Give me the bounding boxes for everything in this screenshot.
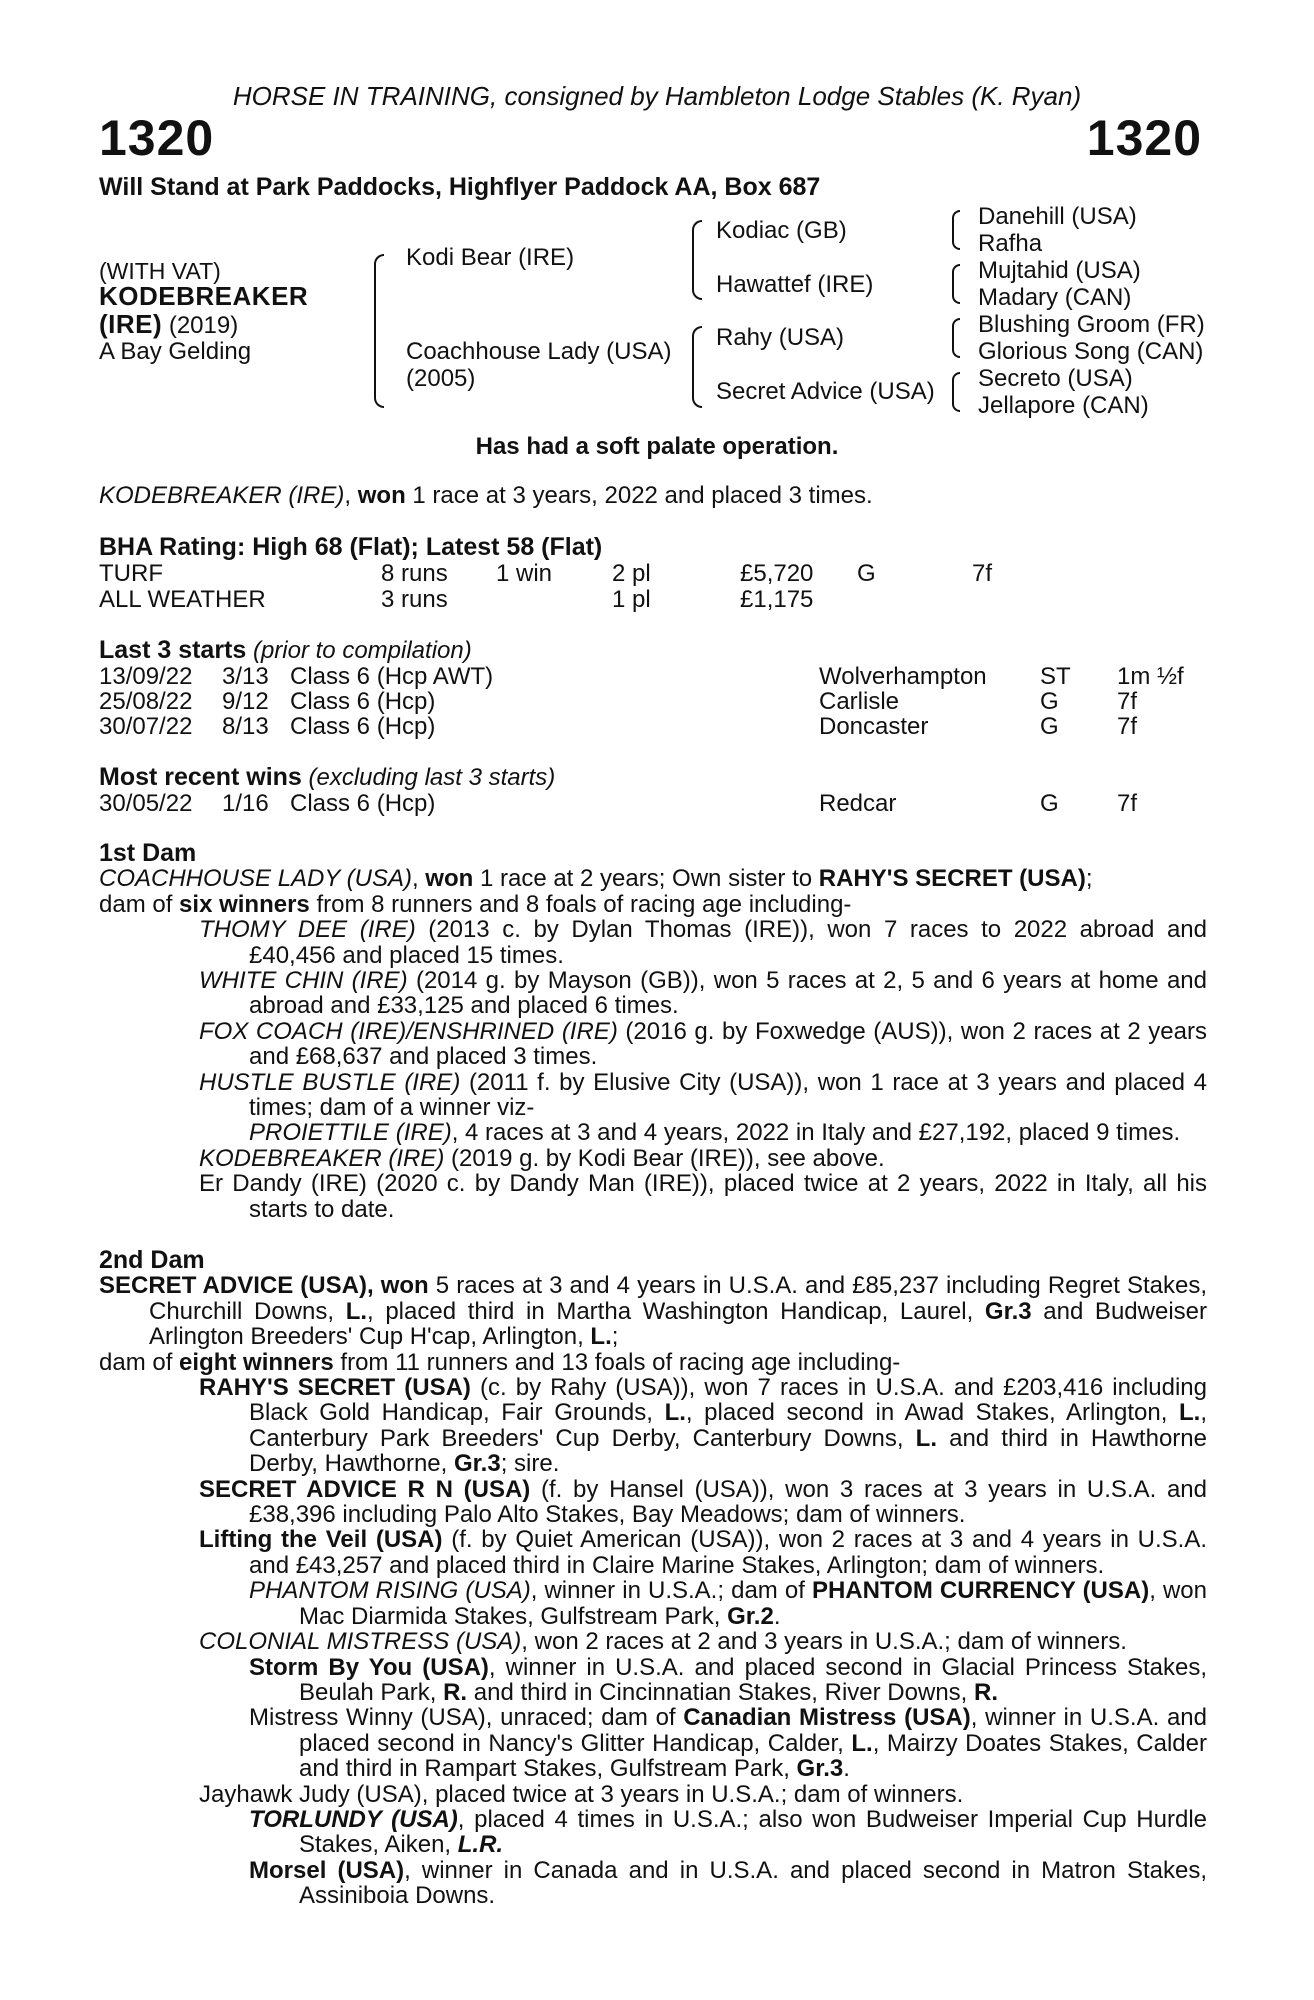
rating-heading: BHA Rating: High 68 (Flat); Latest 58 (Flat)	[99, 533, 603, 561]
text: , won Mac Diarmida Stakes, Gulfstream Park,	[299, 1577, 1208, 1630]
start-distance: 1m ½f	[1117, 663, 1184, 690]
start-distance: 7f	[1117, 688, 1138, 715]
start-position: 9/12	[222, 688, 269, 715]
winners-count: eight winners	[179, 1348, 334, 1376]
pedigree-g3-7: Secreto (USA)	[978, 365, 1133, 392]
progeny-name: PHANTOM CURRENCY (USA)	[811, 1577, 1150, 1605]
progeny-entry	[99, 1477, 1207, 1528]
last-starts-heading	[99, 638, 472, 663]
pedigree-brace-g3-4	[952, 372, 960, 412]
start-race: Class 6 (Hcp)	[290, 688, 436, 715]
grand-progeny-entry	[99, 1858, 1207, 1909]
summary-won: won	[357, 482, 406, 509]
pedigree-g3-2: Rafha	[978, 230, 1043, 257]
grade-label: Gr.2	[727, 1602, 774, 1630]
summary-text: 1 race at 3 years, 2022 and placed 3 times.	[405, 482, 873, 509]
recent-wins-subtitle: (excluding last 3 starts)	[308, 764, 556, 791]
start-race: Class 6 (Hcp)	[290, 713, 436, 740]
progeny-name: Lifting the Veil (USA)	[199, 1526, 443, 1554]
text: ;	[1085, 865, 1093, 893]
recent-wins-heading	[99, 765, 555, 790]
pedigree-dam: Coachhouse Lady (USA)	[406, 338, 672, 365]
text: , placed third in Martha Washington Handicap, Laurel,	[367, 1297, 985, 1325]
grade-label: L.	[1179, 1399, 1201, 1427]
second-dam-record	[99, 1273, 1207, 1349]
start-date: 13/09/22	[99, 663, 193, 690]
pedigree-brace-sire	[692, 220, 702, 300]
grade-label: Gr.3	[984, 1297, 1032, 1325]
winners-count: six winners	[179, 890, 310, 918]
first-dam-section	[99, 841, 1207, 1222]
pedigree-sire: Kodi Bear (IRE)	[406, 244, 575, 271]
text: (c. by Rahy (USA)), won 7 races in U.S.A. and £203,416 including Black Gold Handicap, Fair Grounds,	[249, 1374, 1207, 1427]
text: and Budweiser Arlington Breeders' Cup H'cap, Arlington,	[149, 1297, 1207, 1351]
sibling-name: RAHY'S SECRET (USA)	[818, 865, 1086, 893]
text: , Canterbury Park Breeders' Cup Derby, Canterbury Downs,	[249, 1399, 1207, 1452]
pedigree-g3-8: Jellapore (CAN)	[978, 392, 1149, 419]
text: dam of	[99, 1348, 180, 1376]
progeny-name: FOX COACH (IRE)/ENSHRINED (IRE)	[199, 1017, 618, 1045]
grand-progeny-entry	[99, 1655, 1207, 1706]
pedigree-sire-dam: Hawattef (IRE)	[716, 271, 874, 298]
pedigree-g3-1: Danehill (USA)	[978, 203, 1137, 230]
stand-location: Will Stand at Park Paddocks, Highflyer Paddock AA, Box 687	[99, 173, 821, 201]
text: (f. by Hansel (USA)), won 3 races at 3 years in U.S.A. and £38,396 including Palo Alto Stakes, Bay Meadows; dam of winners.	[249, 1475, 1207, 1529]
win-going: G	[1040, 790, 1059, 817]
pedigree-brace-dam	[692, 326, 702, 408]
progeny-name: THOMY DEE (IRE)	[199, 916, 416, 944]
progeny-name: TORLUNDY (USA)	[249, 1805, 458, 1833]
summary-horse-name: KODEBREAKER (IRE)	[99, 482, 345, 509]
grand-progeny-entry	[99, 1578, 1207, 1629]
pedigree-brace-g3-2	[952, 264, 960, 304]
pedigree-g3-4: Madary (CAN)	[978, 284, 1132, 311]
text: (f. by Quiet American (USA)), won 2 races at 3 and 4 years in U.S.A. and £43,257 and placed third in Claire Marine Stakes, Arlington; dam of winners.	[249, 1526, 1207, 1579]
progeny-name: WHITE CHIN (IRE)	[199, 967, 408, 995]
progeny-entry	[99, 1527, 1207, 1578]
text: ,	[411, 865, 426, 893]
pedigree-brace-g3-3	[952, 318, 960, 358]
rating-runs: 8 runs	[381, 560, 448, 587]
lot-number-left: 1320	[99, 110, 215, 166]
text: Mistress Winny (USA), unraced; dam of	[249, 1704, 684, 1732]
rating-placed: 1 pl	[612, 586, 651, 613]
start-course: Carlisle	[819, 688, 900, 715]
start-distance: 7f	[1117, 713, 1138, 740]
rating-surface: ALL WEATHER	[99, 586, 266, 613]
grand-progeny-entry	[99, 1120, 1207, 1145]
start-date: 30/07/22	[99, 713, 193, 740]
pedigree-g3-6: Glorious Song (CAN)	[978, 338, 1204, 365]
text: 5 races at 3 and 4 years in U.S.A. and £85,237 including Regret Stakes, Churchill Downs,	[149, 1272, 1207, 1325]
grade-label: L.	[345, 1297, 368, 1325]
second-dam-produce-line	[99, 1350, 1207, 1375]
text: and third in Hawthorne Derby, Hawthorne,	[249, 1424, 1207, 1478]
pedigree-brace-main	[374, 254, 384, 408]
pedigree-g3-5: Blushing Groom (FR)	[978, 311, 1205, 338]
start-course: Doncaster	[819, 713, 929, 740]
text: .	[773, 1602, 781, 1630]
vat-note: (WITH VAT)	[99, 258, 221, 284]
text: and third in Cincinnatian Stakes, River Downs,	[467, 1678, 974, 1706]
win-race: Class 6 (Hcp)	[290, 790, 436, 817]
pedigree-dam-dam: Secret Advice (USA)	[716, 378, 935, 405]
progeny-entry	[99, 968, 1207, 1019]
win-distance: 7f	[1117, 790, 1138, 817]
lot-number-right: 1320	[1086, 110, 1202, 166]
horse-name: KODEBREAKER	[99, 281, 309, 311]
pedigree-dam-year: (2005)	[406, 365, 476, 392]
win-course: Redcar	[819, 790, 897, 817]
start-race: Class 6 (Hcp AWT)	[290, 663, 494, 690]
horse-origin-year	[99, 309, 239, 339]
progeny-entry	[99, 1375, 1207, 1477]
soft-palate-note: Has had a soft palate operation.	[475, 433, 839, 460]
start-position: 8/13	[222, 713, 269, 740]
start-going: G	[1040, 713, 1059, 740]
text: ;	[611, 1323, 619, 1351]
progeny-name: HUSTLE BUSTLE (IRE)	[199, 1068, 461, 1096]
text: , placed 4 times in U.S.A.; also won Budweiser Imperial Cup Hurdle Stakes, Aiken,	[299, 1805, 1208, 1859]
text: from 8 runners and 8 foals of racing age including-	[309, 890, 852, 918]
rating-distance: 7f	[972, 560, 993, 587]
rating-earnings: £5,720	[740, 560, 814, 587]
progeny-name: SECRET ADVICE R N (USA)	[199, 1475, 531, 1503]
win-date: 30/05/22	[99, 790, 193, 817]
progeny-entry	[99, 1019, 1207, 1070]
progeny-record: (2014 g. by Mayson (GB)), won 5 races at 2, 5 and 6 years at home and abroad and £33,125 and placed 6 times.	[249, 967, 1207, 1020]
grade-label: Gr.3	[796, 1755, 844, 1783]
last-starts-title: Last 3 starts	[99, 636, 247, 664]
start-course: Wolverhampton	[819, 663, 987, 690]
last-starts-subtitle: (prior to compilation)	[252, 637, 472, 664]
progeny-name: Canadian Mistress (USA)	[683, 1704, 971, 1732]
recent-wins-title: Most recent wins	[99, 763, 302, 791]
text: .	[843, 1755, 850, 1783]
grade-label: Gr.3	[453, 1450, 501, 1478]
progeny-name: RAHY'S SECRET (USA)	[199, 1374, 471, 1402]
text: from 11 runners and 13 foals of racing age including-	[333, 1348, 901, 1376]
grade-label: L.	[664, 1399, 686, 1427]
progeny-name: KODEBREAKER (IRE)	[199, 1144, 445, 1172]
progeny-record: , 4 races at 3 and 4 years, 2022 in Italy and £27,192, placed 9 times.	[451, 1119, 1181, 1147]
progeny-name: Morsel (USA)	[249, 1856, 405, 1884]
text: , placed second in Awad Stakes, Arlington,	[685, 1399, 1179, 1427]
horse-description: A Bay Gelding	[99, 338, 252, 365]
text: , winner in U.S.A. and placed second in Glacial Princess Stakes, Beulah Park,	[299, 1653, 1207, 1706]
pedigree-dam-sire: Rahy (USA)	[716, 324, 845, 351]
grade-label: R.	[443, 1678, 468, 1706]
progeny-name: COLONIAL MISTRESS (USA)	[199, 1628, 522, 1656]
start-going: G	[1040, 688, 1059, 715]
progeny-record: (2016 g. by Foxwedge (AUS)), won 2 races at 2 years and £68,637 and placed 3 times.	[249, 1017, 1207, 1071]
win-position: 1/16	[222, 790, 269, 817]
text: , Mairzy Doates Stakes, Calder and third in Rampart Stakes, Gulfstream Park,	[299, 1729, 1207, 1783]
progeny-entry	[99, 1146, 1207, 1171]
progeny-entry	[99, 1070, 1207, 1121]
text: 1 race at 2 years; Own sister to	[473, 865, 819, 893]
grade-label: L.R.	[457, 1831, 504, 1859]
second-dam-heading: 2nd Dam	[99, 1246, 205, 1274]
progeny-name: PHANTOM RISING (USA)	[249, 1577, 531, 1605]
horse-origin: (IRE)	[99, 309, 163, 339]
text: , winner in Canada and in U.S.A. and placed second in Matron Stakes, Assiniboia Downs.	[299, 1856, 1207, 1910]
progeny-entry	[99, 1629, 1207, 1654]
grand-progeny-entry	[99, 1807, 1207, 1858]
rating-wins: 1 win	[496, 560, 553, 587]
race-summary: KODEBREAKER (IRE), won 1 race at 3 years, 2022 and placed 3 times.	[99, 482, 873, 509]
won-label: , won	[366, 1272, 429, 1300]
grade-label: R.	[974, 1678, 998, 1706]
first-dam-heading: 1st Dam	[99, 839, 197, 867]
rating-runs: 3 runs	[381, 586, 448, 613]
progeny-record: (2019 g. by Kodi Bear (IRE)), see above.	[444, 1144, 885, 1172]
grade-label: L.	[915, 1424, 937, 1452]
text: ; sire.	[500, 1450, 560, 1478]
grand-progeny-entry	[99, 1705, 1207, 1781]
progeny-name: Storm By You (USA)	[249, 1653, 489, 1681]
start-position: 3/13	[222, 663, 269, 690]
rating-earnings: £1,175	[740, 586, 814, 613]
first-dam-line1	[99, 866, 1207, 891]
horse-year: (2019)	[168, 312, 239, 339]
progeny-entry: Er Dandy (IRE) (2020 c. by Dandy Man (IRE)), placed twice at 2 years, 2022 in Italy, all his starts to date.	[199, 1170, 1207, 1223]
progeny-record: (2013 c. by Dylan Thomas (IRE)), won 7 races to 2022 abroad and £40,456 and placed 15 times.	[249, 916, 1207, 969]
progeny-record: (2011 f. by Elusive City (USA)), won 1 race at 3 years and placed 4 times; dam of a winner viz-	[249, 1068, 1207, 1122]
text: , winner in U.S.A. and placed second in Nancy's Glitter Handicap, Calder,	[299, 1704, 1207, 1757]
second-dam-name: SECRET ADVICE (USA)	[99, 1272, 367, 1300]
first-dam-name: COACHHOUSE LADY (USA)	[99, 865, 412, 893]
progeny-entry	[99, 917, 1207, 968]
start-date: 25/08/22	[99, 688, 193, 715]
rating-going: G	[857, 560, 876, 587]
second-dam-section	[99, 1248, 1207, 1909]
pedigree-sire-sire: Kodiac (GB)	[716, 217, 847, 244]
pedigree-brace-g3-1	[952, 210, 960, 250]
consignment-line: HORSE IN TRAINING, consigned by Hambleton Lodge Stables (K. Ryan)	[232, 81, 1082, 111]
rating-placed: 2 pl	[612, 560, 651, 587]
pedigree-g3-3: Mujtahid (USA)	[978, 257, 1141, 284]
rating-surface: TURF	[99, 560, 163, 587]
grade-label: L.	[851, 1729, 873, 1757]
text: , winner in U.S.A.; dam of	[530, 1577, 812, 1605]
progeny-name: PROIETTILE (IRE)	[249, 1119, 452, 1147]
grade-label: L.	[590, 1323, 612, 1351]
text: dam of	[99, 890, 180, 918]
progeny-entry: Jayhawk Judy (USA), placed twice at 3 years in U.S.A.; dam of winners.	[199, 1780, 964, 1808]
first-dam-line2	[99, 892, 1207, 917]
start-going: ST	[1040, 663, 1071, 690]
won-label: won	[425, 865, 474, 893]
text: , won 2 races at 2 and 3 years in U.S.A.; dam of winners.	[521, 1628, 1127, 1656]
